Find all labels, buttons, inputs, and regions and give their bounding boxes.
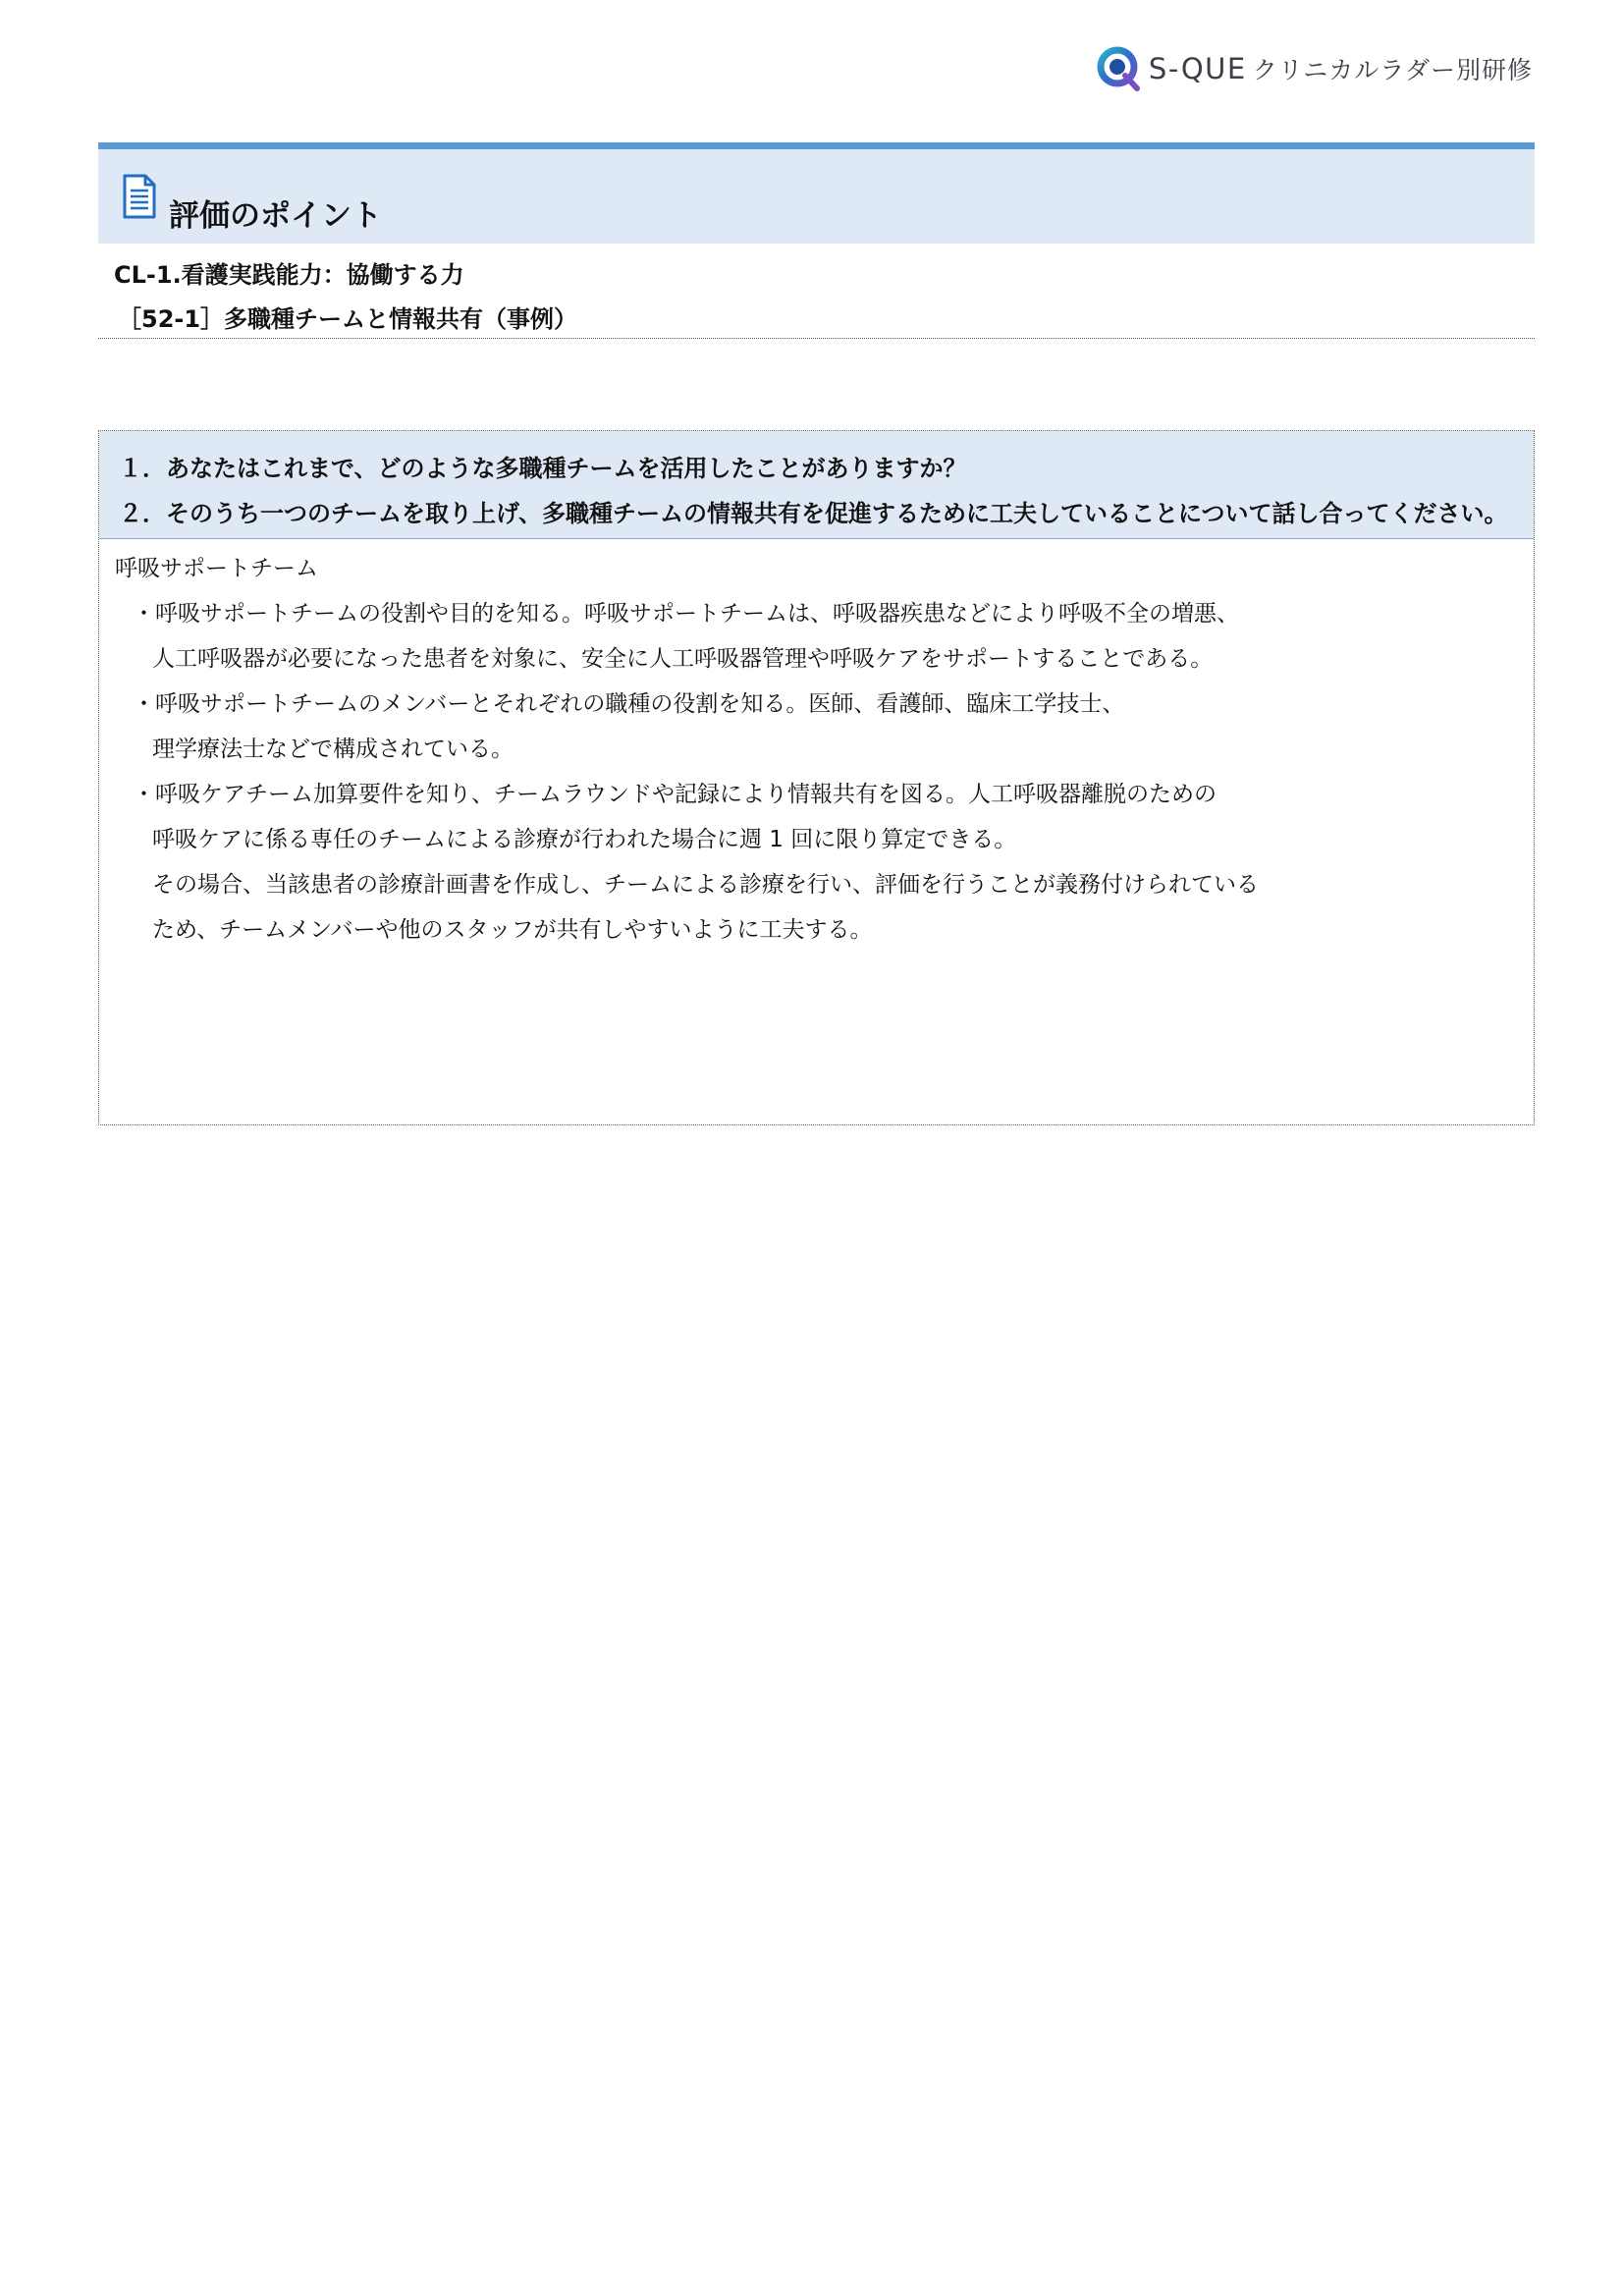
brand-logo xyxy=(1096,43,1533,94)
question-1: １．あなたはこれまで、どのような多職種チームを活用したことがありますか？ xyxy=(119,455,967,482)
answer-line: ・呼吸サポートチームのメンバーとそれぞれの職種の役割を知る。医師、看護師、臨床工学技士、 xyxy=(133,691,1125,717)
question-answer-box xyxy=(98,430,1535,1125)
category-heading: CL-1.看護実践能力：協働する力 xyxy=(114,261,464,289)
section-header xyxy=(98,142,1535,244)
answer-line: 理学療法士などで構成されている。 xyxy=(152,737,514,762)
logo-suffix-text: クリニカルラダー別研修 xyxy=(1252,56,1533,84)
answer-line: ・呼吸サポートチームの役割や目的を知る。呼吸サポートチームは、呼吸器疾患などにより呼吸不全の増悪、 xyxy=(133,601,1239,627)
answer-line: 人工呼吸器が必要になった患者を対象に、安全に人工呼吸器管理や呼吸ケアをサポートすることである。 xyxy=(152,646,1214,672)
question-header xyxy=(99,431,1534,539)
dotted-divider xyxy=(98,338,1535,339)
section-title: 評価のポイント xyxy=(169,198,382,234)
document-icon xyxy=(122,173,157,220)
answer-title: 呼吸サポートチーム xyxy=(115,556,318,581)
question-2: ２．そのうち一つのチームを取り上げ、多職種チームの情報共有を促進するために工夫していることについて話し合ってください。 xyxy=(119,500,1508,527)
answer-line: 呼吸ケアに係る専任のチームによる診療が行われた場合に週 1 回に限り算定できる。 xyxy=(152,827,1017,852)
answer-line: ・呼吸ケアチーム加算要件を知り、チームラウンドや記録により情報共有を図る。人工呼吸器離脱のための xyxy=(133,782,1217,807)
sque-logo-icon xyxy=(1096,45,1143,92)
answer-line: その場合、当該患者の診療計画書を作成し、チームによる診療を行い、評価を行うことが義務付けられている xyxy=(152,872,1259,898)
answer-line: ため、チームメンバーや他のスタッフが共有しやすいように工夫する。 xyxy=(152,917,873,943)
logo-brand-text: S-QUE xyxy=(1148,52,1247,85)
topic-heading: ［52-1］多職種チームと情報共有（事例） xyxy=(118,305,578,333)
